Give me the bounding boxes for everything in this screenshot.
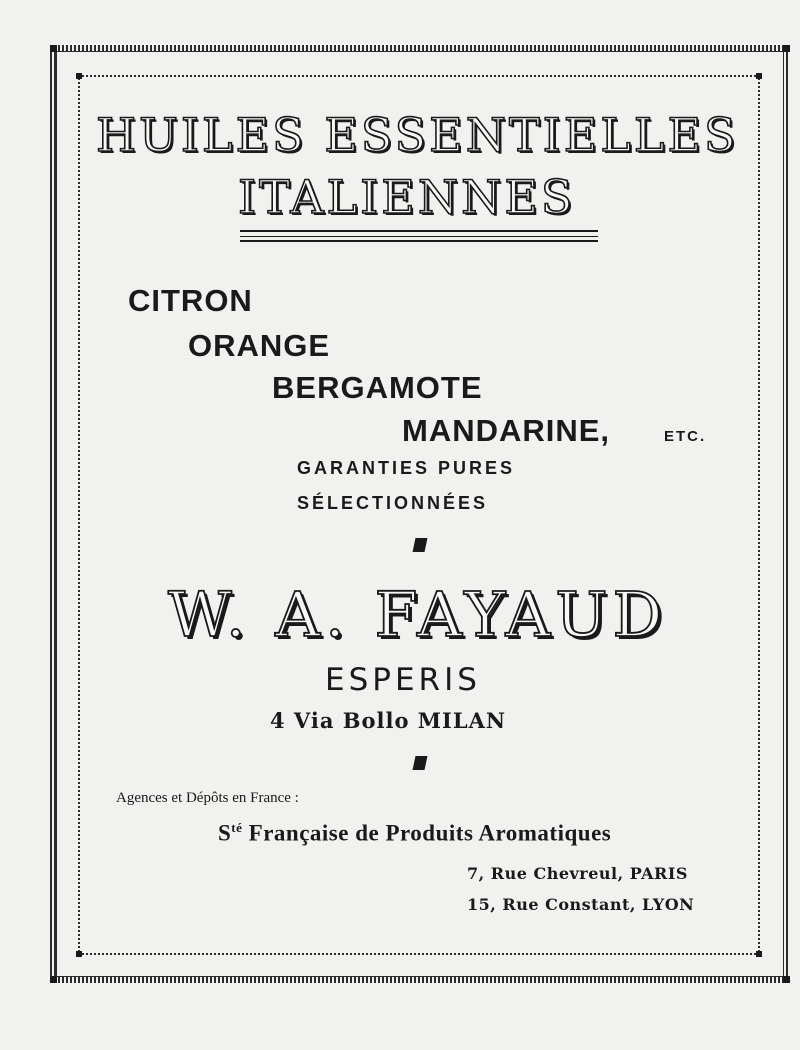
headline-underline-1 xyxy=(240,230,598,232)
agency-prefix-superscript: té xyxy=(231,820,243,835)
guarantee-line-2: SÉLECTIONNÉES xyxy=(297,493,489,513)
headline-underline-3 xyxy=(240,240,598,242)
inner-border-corner xyxy=(76,73,82,79)
milan-address: 4 Via Bollo MILAN xyxy=(270,708,507,733)
agency-prefix: S xyxy=(218,820,232,846)
product-bergamote: BERGAMOTE xyxy=(272,370,483,405)
headline-line-1: HUILES ESSENTIELLES xyxy=(96,108,739,162)
border-corner xyxy=(783,45,790,52)
guarantee-line-1: GARANTIES PURES xyxy=(297,458,516,478)
border-corner xyxy=(783,976,790,983)
brand-name: ESPERIS xyxy=(325,662,481,698)
border-corner xyxy=(50,45,57,52)
products-etc: ETC. xyxy=(664,428,707,445)
border-corner xyxy=(50,976,57,983)
product-mandarine: MANDARINE, xyxy=(402,413,611,448)
inner-border-corner xyxy=(756,951,762,957)
agency-name: Française de Produits Aromatiques xyxy=(248,820,612,846)
agency-company xyxy=(218,820,611,847)
inner-border-corner xyxy=(76,951,82,957)
inner-border-corner xyxy=(756,73,762,79)
paris-address: 7, Rue Chevreul, PARIS xyxy=(467,864,688,883)
headline-line-2: ITALIENNES xyxy=(238,170,576,224)
product-orange: ORANGE xyxy=(188,328,331,363)
headline-underline-2 xyxy=(240,236,598,237)
company-name: W. A. FAYAUD xyxy=(168,578,668,651)
product-citron: CITRON xyxy=(128,283,253,318)
lyon-address: 15, Rue Constant, LYON xyxy=(467,895,695,914)
agencies-intro: Agences et Dépôts en France : xyxy=(116,790,299,806)
